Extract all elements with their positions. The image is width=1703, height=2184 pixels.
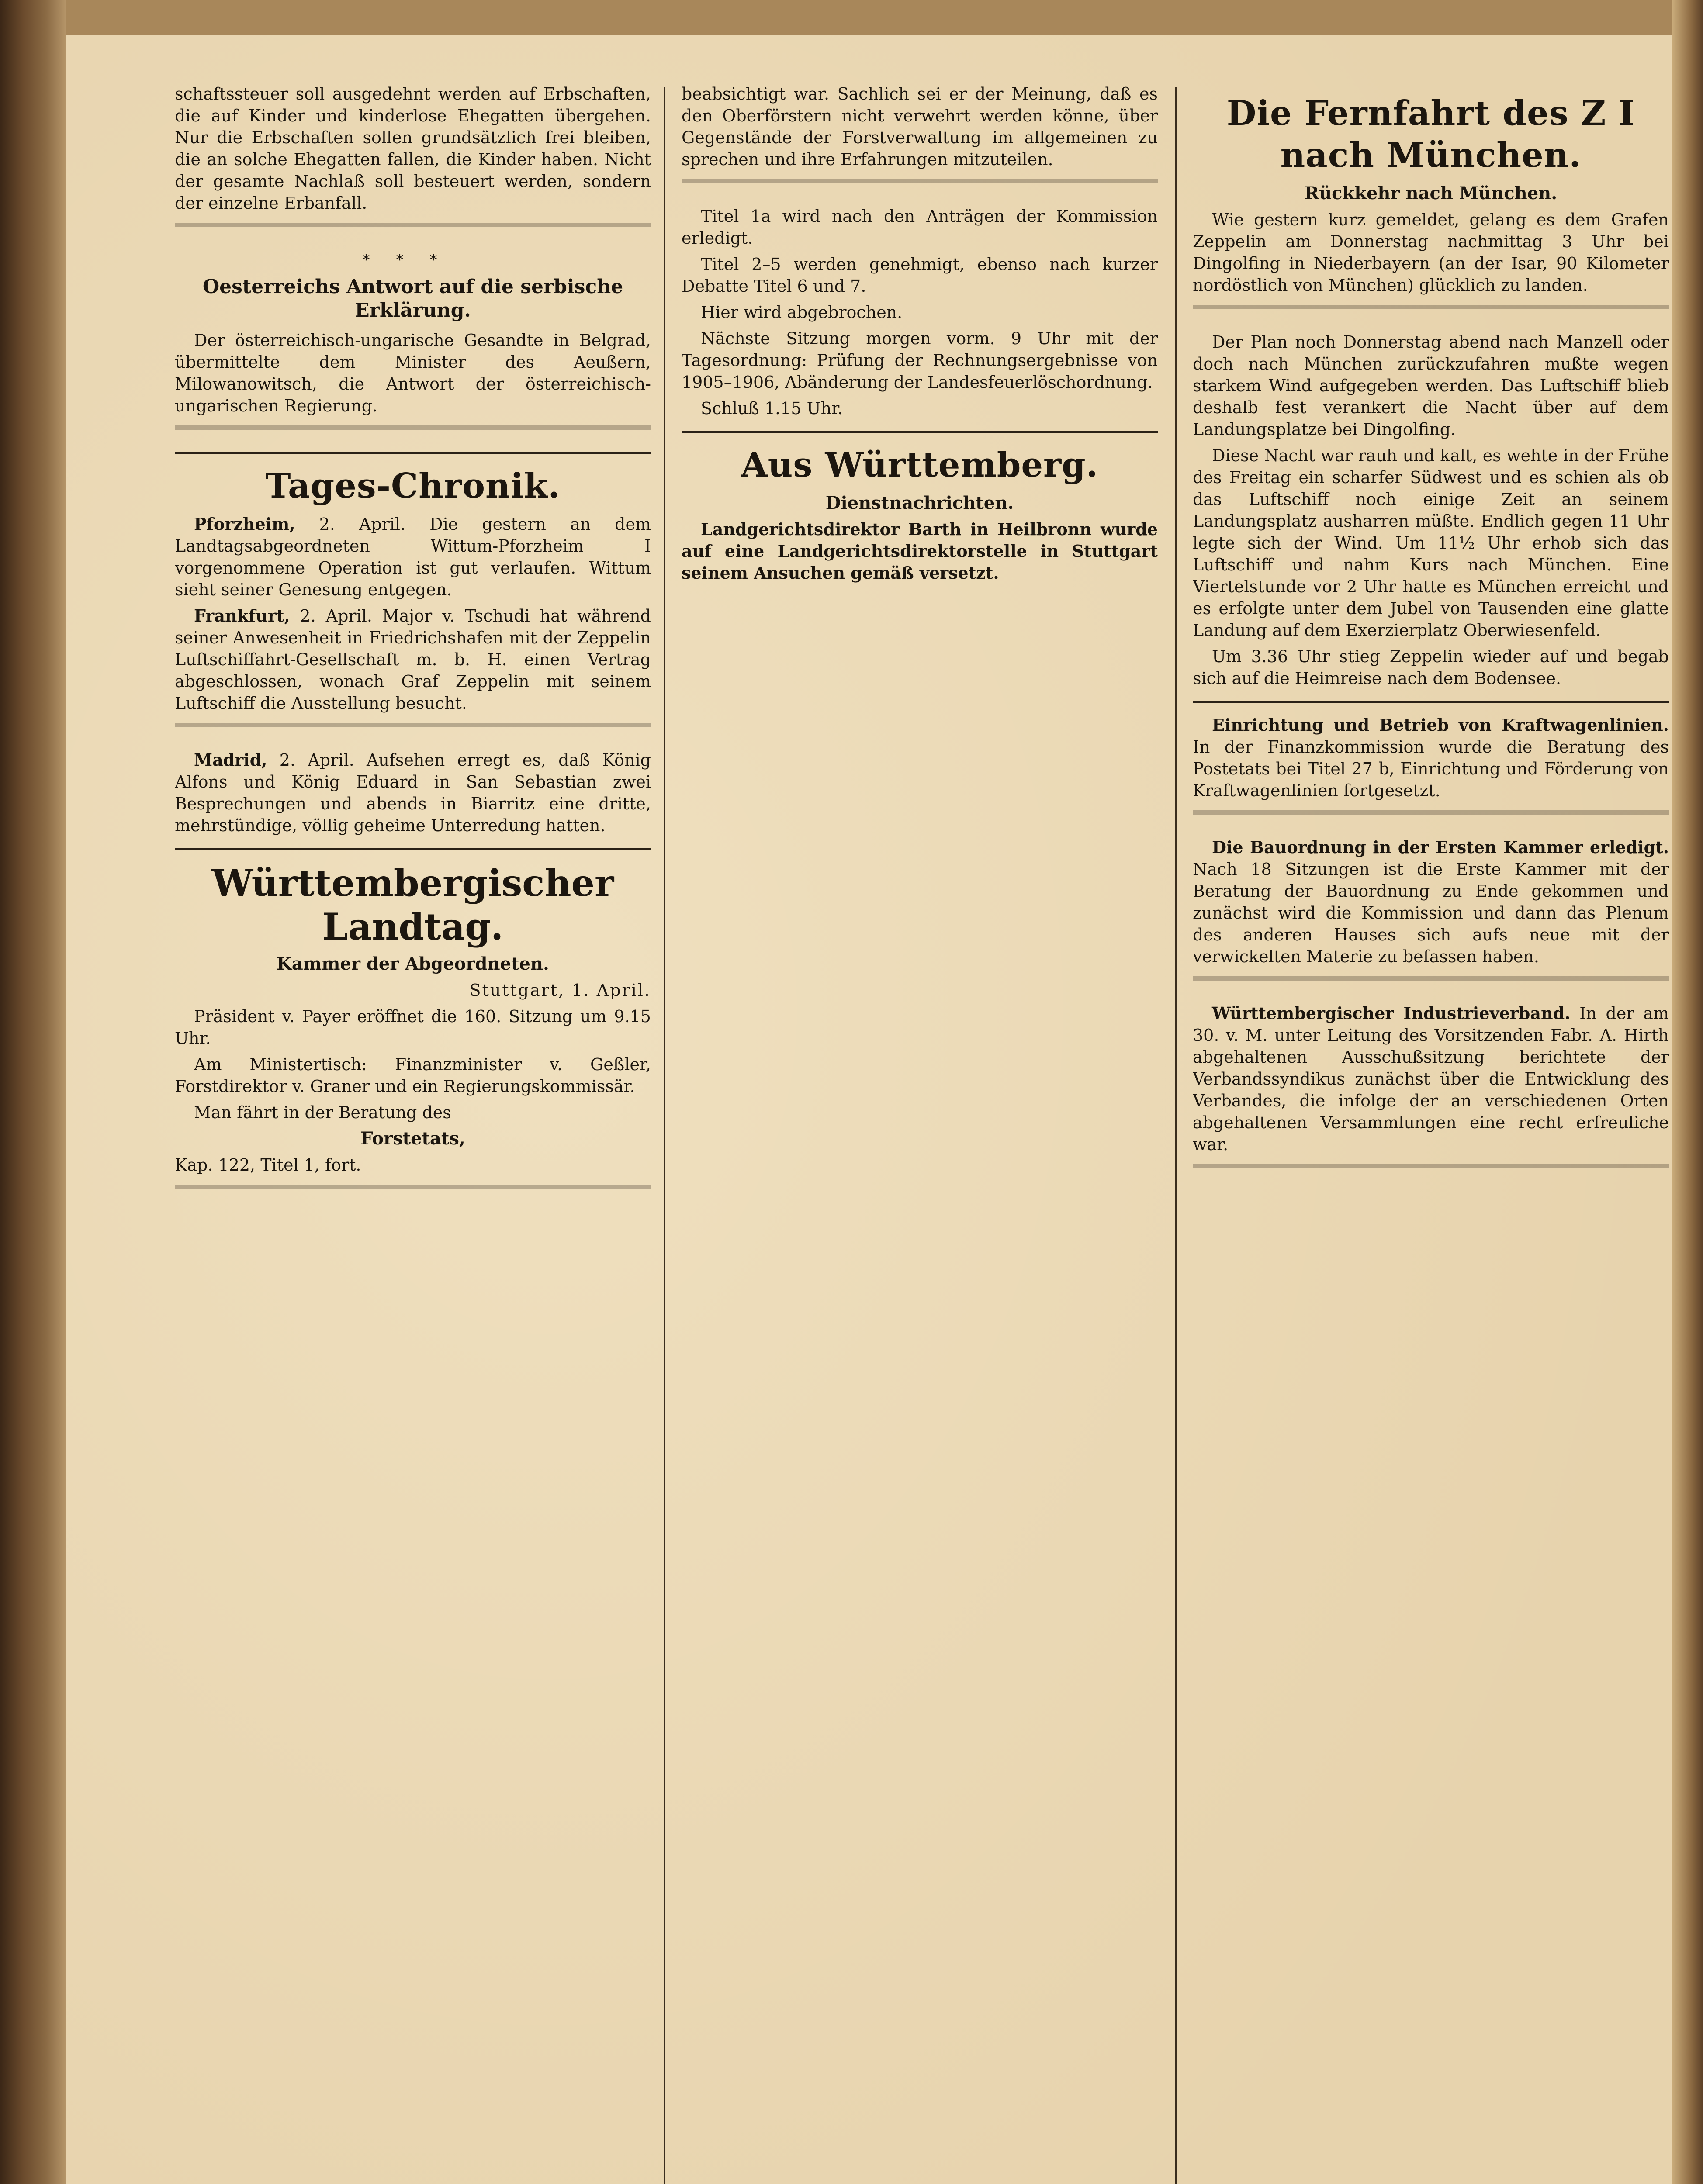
column-2 [682,83,1158,2184]
section-rule [175,848,651,850]
text-filler [175,223,651,236]
kraftwagen-item [1193,714,1669,802]
landtag-agenda-intro: Man fährt in der Beratung des [194,1103,451,1122]
session-end: Schluß 1.15 Uhr. [701,399,843,418]
chronik-item [175,513,651,601]
industrie-lead: Württembergischer Industrieverband. [1212,1003,1571,1023]
column-3 [1193,83,1669,2184]
erbschaftssteuer-paragraph: schaftssteuer soll ausgedehnt werden auf Erbschaften, die auf Kinder und kinderlose Ehegatten übergehen. Nur die Erbschaften sollen grundsätzlich frei bleiben, die an solche Ehegatten fallen, die Kinder haben. Nicht der gesamte Nachlaß soll besteuert werden, sondern der einzelne Erbanfall. [175,84,651,213]
bauordnung-item [1193,836,1669,968]
page-edge [1672,0,1703,2184]
landtag-agenda-item: Forstetats, [360,1128,465,1149]
text-filler [1193,305,1669,318]
chronik-text: 2. April. Major v. Tschudi hat während seiner Anwesenheit in Friedrichshafen mit der Zeppelin Luftschiffahrt-Gesellschaft m. b. H. einen Vertrag abgeschlossen, wonach Graf Zeppelin mit seinem Luftschiff die Ausstellung besucht. [175,606,651,713]
text-filler [175,723,651,736]
dienstnachrichten-paragraph: Landgerichtsdirektor Barth in Heilbronn wurde auf eine Landgerichtsdirektorstelle in Stuttgart seinem Ansuchen gemäß versetzt. [682,519,1158,583]
landtag-heading: Württembergischer Landtag. [211,861,614,948]
wuerttemberg-heading: Aus Württemberg. [741,445,1098,485]
industrie-text: In der am 30. v. M. unter Leitung des Vorsitzenden Fabr. A. Hirth abgehaltenen Ausschußsitzung berichtete der Verbandssyndikus zunächst über die Entwicklung des Verbandes, die infolge der an verschiedenen Orten abgehaltenen Versammlungen eine recht erfreuliche war. [1193,1004,1669,1154]
wuerttemberg-subheading: Dienstnachrichten. [825,493,1014,513]
industrie-item [1193,1002,1669,1155]
zeppelin-para-3: Diese Nacht war rauh und kalt, es wehte in der Frühe des Freitag ein scharfer Südwest und es schien als ob das Luftschiff noch einige Zeit an seinem Landungsplatz ausharren müßte. Endlich gegen 11 Uhr legte sich der Wind. Um 11½ Uhr erhob sich das Luftschiff und nahm Kurs nach München. Eine Viertelstunde vor 2 Uhr hatte es München erreicht und es erfolgte unter dem Jubel von Tausenden eine glatte Landung auf dem Exerzierplatz Oberwiesenfeld. [1193,446,1669,640]
book-binding [0,0,66,2184]
zeppelin-para-1: Wie gestern kurz gemeldet, gelang es dem Grafen Zeppelin am Donnerstag nachmittag 3 Uhr bei Dingolfing in Niederbayern (an der Isar, 90 Kilometer nordöstlich von München) glücklich zu landen. [1193,210,1669,295]
chronik-heading: Tages-Chronik. [265,466,561,506]
text-filler [682,179,1158,192]
column-1 [175,83,651,2184]
text-filler [175,1185,651,1198]
kraftwagen-lead: Einrichtung und Betrieb von Kraftwagenlinien. [1212,715,1669,735]
landtag-kap: Kap. 122, Titel 1, fort. [175,1155,361,1175]
forstetat-debate-paragraph: beabsichtigt war. Sachlich sei er der Meinung, daß es den Oberförstern nicht verwehrt werden könne, über Gegenstände der Forstverwaltung im allgemeinen zu sprechen und ihre Erfahrungen mitzuteilen. [682,84,1158,169]
landtag-subheading: Kammer der Abgeordneten. [277,954,549,974]
kraftwagen-text: In der Finanzkommission wurde die Beratung des Postetats bei Titel 27 b, Einrichtung und Förderung von Kraftwagenlinien fortgesetzt. [1193,737,1669,800]
chronik-text: 2. April. Aufsehen erregt es, daß König Alfons und König Eduard in San Sebastian zwei Besprechungen und abends in Biarritz eine dritte, mehrstündige, völlig geheime Unterredung hatten. [175,750,651,835]
text-filler [1193,810,1669,823]
bauordnung-lead: Die Bauordnung in der Ersten Kammer erledigt. [1212,837,1669,857]
section-separator: *** [362,251,464,269]
newspaper-page [66,35,1672,2184]
chronik-text: 2. April. Die gestern an dem Landtagsabgeordneten Wittum-Pforzheim I vorgenommene Operation ist gut verlaufen. Wittum sieht seiner Genesung entgegen. [175,515,651,599]
session-abbreviated: Hier wird abgebrochen. [701,303,903,322]
zeppelin-para-2: Der Plan noch Donnerstag abend nach Manzell oder doch nach München zurückzufahren mußte wegen starkem Wind aufgegeben werden. Das Luftschiff blieb deshalb fest verankert die Nacht über auf dem Landungsplatze bei Dingolfing. [1193,332,1669,439]
next-session: Nächste Sitzung morgen vorm. 9 Uhr mit der Tagesordnung: Prüfung der Rechnungsergebnisse von 1905–1906, Abänderung der Landesfeuerlöschordnung. [682,329,1158,392]
austria-heading: Oesterreichs Antwort auf die serbische Erklärung. [202,276,623,321]
chronik-place: Frankfurt, [194,606,290,625]
section-rule [682,431,1158,433]
austria-paragraph: Der österreichisch-ungarische Gesandte in Belgrad, übermittelte dem Minister des Aeußern, Milowanowitsch, die Antwort der österreichisch-ungarischen Regierung. [175,331,651,415]
bauordnung-text: Nach 18 Sitzungen ist die Erste Kammer mit der Beratung der Bauordnung zu Ende gekommen und zunächst wird die Kommission und dann das Plenum des anderen Hauses sich aufs neue mit der verwickelten Materie zu befassen haben. [1193,860,1669,966]
text-filler [1193,1164,1669,1177]
landtag-ministerbank: Am Ministertisch: Finanzminister v. Geßler, Forstdirektor v. Graner und ein Regierungskommissär. [175,1055,651,1096]
resolution-2: Titel 2–5 werden genehmigt, ebenso nach kurzer Debatte Titel 6 und 7. [682,255,1158,296]
section-rule [175,452,651,454]
zeppelin-subheading: Rückkehr nach München. [1304,183,1558,204]
chronik-place: Pforzheim, [194,514,295,534]
text-filler [175,425,651,439]
text-filler [1193,976,1669,989]
zeppelin-para-4: Um 3.36 Uhr stieg Zeppelin wieder auf und begab sich auf die Heimreise nach dem Bodensee. [1193,647,1669,688]
resolution-1: Titel 1a wird nach den Anträgen der Kommission erledigt. [682,207,1158,248]
landtag-dateline: Stuttgart, 1. April. [469,981,651,1000]
chronik-item [175,605,651,714]
section-rule [1193,701,1669,703]
column-rule [1175,87,1177,2184]
landtag-opening: Präsident v. Payer eröffnet die 160. Sitzung um 9.15 Uhr. [175,1007,651,1048]
column-rule [664,87,665,2184]
chronik-place: Madrid, [194,750,267,770]
chronik-item [175,749,651,836]
zeppelin-heading: Die Fernfahrt des Z I nach München. [1226,93,1635,175]
